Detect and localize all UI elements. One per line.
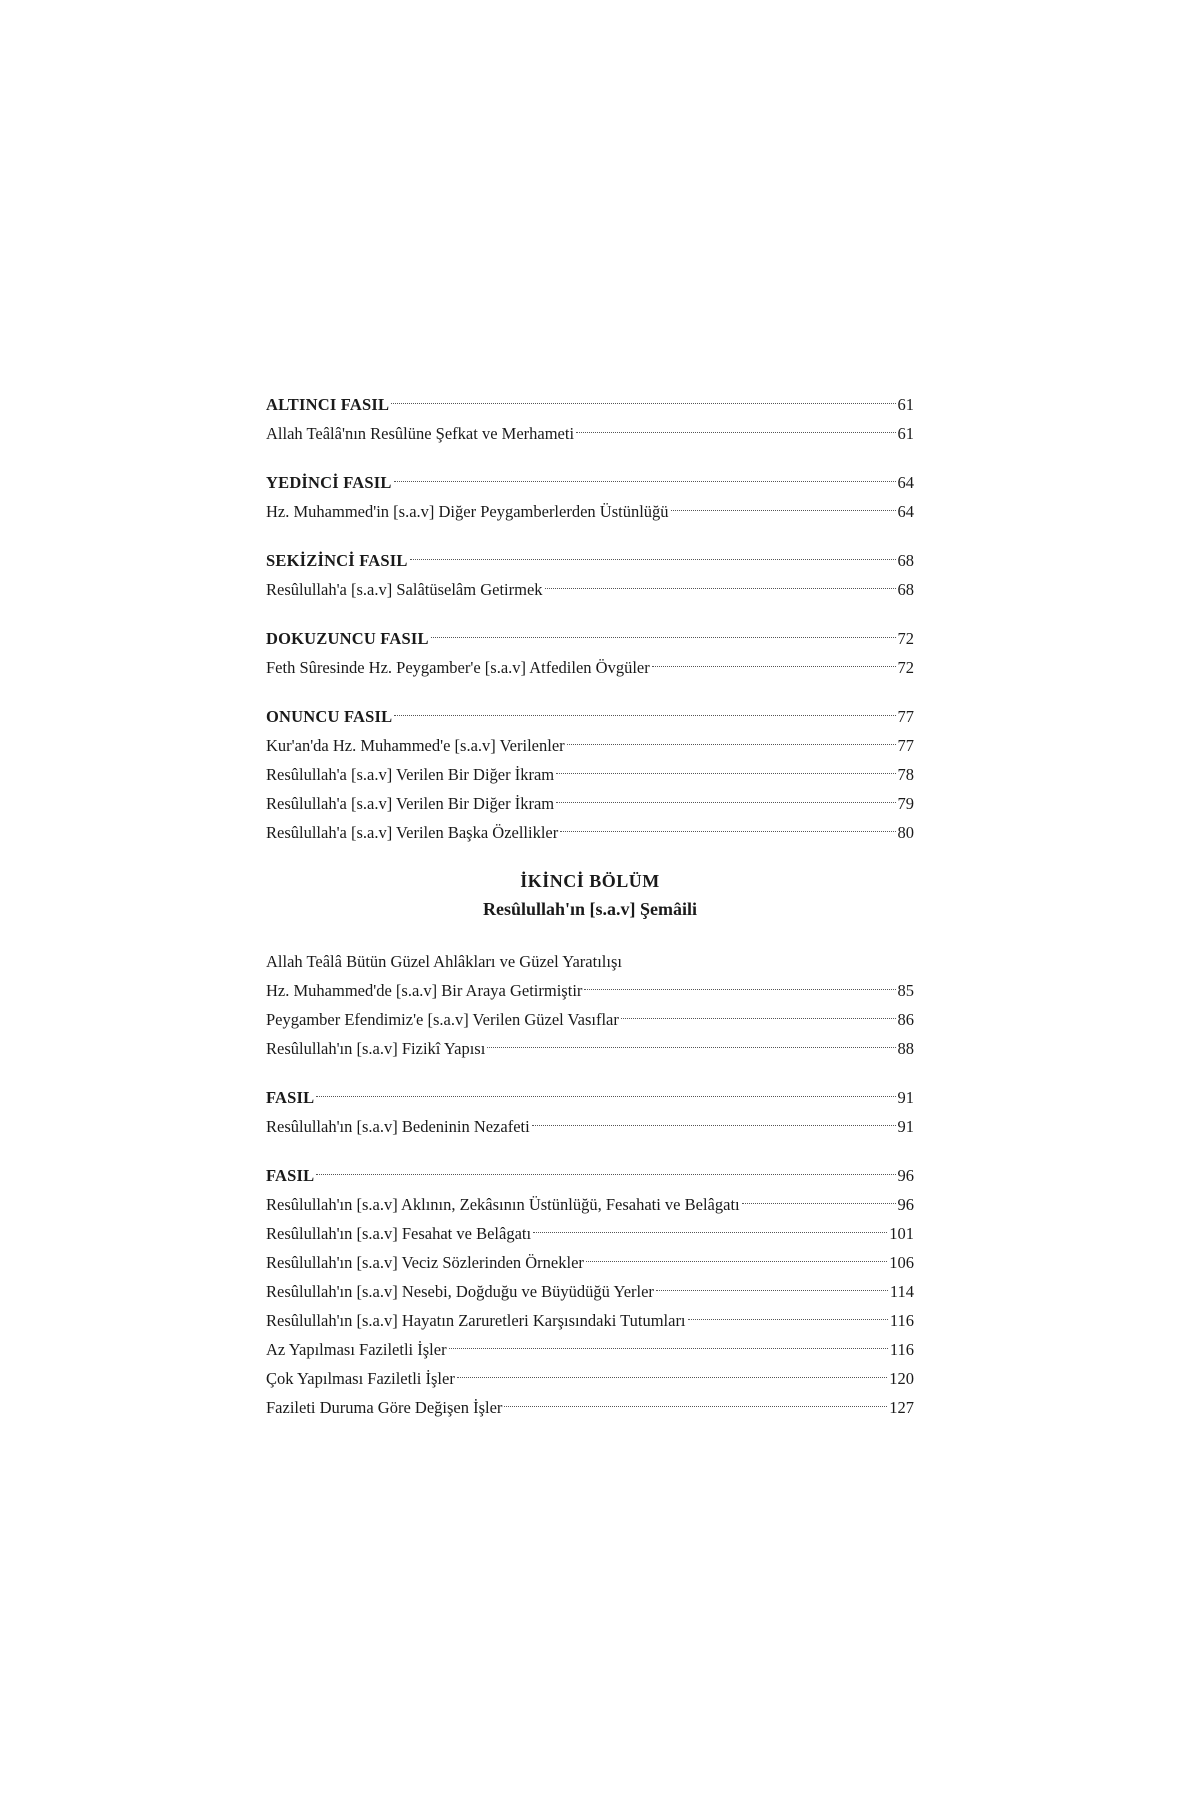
toc-entry[interactable] <box>266 1364 914 1393</box>
toc-entry-title: Allah Teâlâ Bütün Güzel Ahlâkları ve Güzel Yaratılışı <box>266 952 622 971</box>
toc-page-number: 116 <box>889 1311 914 1330</box>
dot-leader <box>316 1174 895 1175</box>
toc-chapter-heading[interactable] <box>266 1083 914 1112</box>
toc-entry[interactable] <box>266 575 914 604</box>
dot-leader <box>652 666 896 667</box>
toc-page-number: 77 <box>897 736 914 755</box>
dot-leader <box>545 588 896 589</box>
toc-entry-title: Resûlullah'a [s.a.v] Verilen Bir Diğer İkram <box>266 794 555 813</box>
dot-leader <box>394 715 895 716</box>
toc-entry-title: Hz. Muhammed'de [s.a.v] Bir Araya Getirmiştir <box>266 981 583 1000</box>
toc-page-number: 91 <box>897 1088 914 1107</box>
toc-entry-title: SEKİZİNCİ FASIL <box>266 551 408 570</box>
toc-page-number: 120 <box>889 1369 914 1388</box>
toc-page-number: 72 <box>897 658 914 677</box>
toc-entry[interactable] <box>266 760 914 789</box>
toc-entry[interactable] <box>266 1335 914 1364</box>
dot-leader <box>576 432 895 433</box>
toc-entry-title: Resûlullah'a [s.a.v] Verilen Başka Özellikler <box>266 823 559 842</box>
toc-entry[interactable] <box>266 1034 914 1063</box>
dot-leader <box>556 773 895 774</box>
toc-group <box>266 546 914 604</box>
toc-entry-title: Çok Yapılması Faziletli İşler <box>266 1369 455 1388</box>
dot-leader <box>449 1348 888 1349</box>
toc-group <box>266 624 914 682</box>
toc-group <box>266 468 914 526</box>
toc-entry-title: Kur'an'da Hz. Muhammed'e [s.a.v] Verilenler <box>266 736 565 755</box>
toc-page-number: 116 <box>889 1340 914 1359</box>
toc-entry[interactable] <box>266 1005 914 1034</box>
part-heading <box>266 867 914 923</box>
toc-page-number: 77 <box>897 707 914 726</box>
dot-leader <box>742 1203 896 1204</box>
toc-entry-title: Az Yapılması Faziletli İşler <box>266 1340 447 1359</box>
toc-chapter-heading[interactable] <box>266 624 914 653</box>
toc-page-number: 68 <box>897 580 914 599</box>
dot-leader <box>533 1232 887 1233</box>
toc-entry-title: Resûlullah'ın [s.a.v] Hayatın Zaruretleri Karşısındaki Tutumları <box>266 1311 686 1330</box>
toc-entry[interactable] <box>266 1277 914 1306</box>
toc-entry[interactable] <box>266 419 914 448</box>
toc-entry[interactable] <box>266 653 914 682</box>
dot-leader <box>621 1018 896 1019</box>
toc-entry[interactable] <box>266 1112 914 1141</box>
toc-entry-title: Peygamber Efendimiz'e [s.a.v] Verilen Güzel Vasıflar <box>266 1010 619 1029</box>
toc-entry[interactable] <box>266 947 914 976</box>
toc-page-number: 86 <box>897 1010 914 1029</box>
toc-page-number: 106 <box>889 1253 914 1272</box>
dot-leader <box>431 637 896 638</box>
dot-leader <box>394 481 896 482</box>
toc-group <box>266 702 914 847</box>
toc-entry[interactable] <box>266 1393 914 1422</box>
toc-group <box>266 1083 914 1141</box>
toc-group <box>266 390 914 448</box>
toc-entry-title: FASIL <box>266 1166 315 1185</box>
toc-chapter-heading[interactable] <box>266 546 914 575</box>
toc-entry-title: FASIL <box>266 1088 315 1107</box>
toc-entry-title: Feth Sûresinde Hz. Peygamber'e [s.a.v] Atfedilen Övgüler <box>266 658 650 677</box>
dot-leader <box>586 1261 887 1262</box>
toc-entry-title: Allah Teâlâ'nın Resûlüne Şefkat ve Merhameti <box>266 424 575 443</box>
toc-page-number: 68 <box>897 551 914 570</box>
toc-entry-title: ALTINCI FASIL <box>266 395 390 414</box>
toc-group <box>266 947 914 1063</box>
toc-entry-title: Fazileti Duruma Göre Değişen İşler <box>266 1398 503 1417</box>
toc-entry[interactable] <box>266 497 914 526</box>
table-of-contents <box>266 390 914 1442</box>
toc-page-number: 101 <box>889 1224 914 1243</box>
toc-entry[interactable] <box>266 1190 914 1219</box>
dot-leader <box>410 559 896 560</box>
toc-chapter-heading[interactable] <box>266 1161 914 1190</box>
toc-page-number: 64 <box>897 473 914 492</box>
toc-page-number: 91 <box>897 1117 914 1136</box>
dot-leader <box>504 1406 887 1407</box>
dot-leader <box>457 1377 887 1378</box>
toc-page-number: 80 <box>897 823 914 842</box>
toc-entry-title: ONUNCU FASIL <box>266 707 393 726</box>
dot-leader <box>688 1319 888 1320</box>
part-subtitle: Resûlullah'ın [s.a.v] Şemâili <box>482 899 698 919</box>
toc-page-number: 72 <box>897 629 914 648</box>
toc-page-number: 64 <box>897 502 914 521</box>
toc-entry-title: Resûlullah'ın [s.a.v] Veciz Sözlerinden Örnekler <box>266 1253 584 1272</box>
toc-page-number: 88 <box>897 1039 914 1058</box>
toc-entry[interactable] <box>266 818 914 847</box>
toc-page-number: 61 <box>897 395 914 414</box>
toc-entry-title: DOKUZUNCU FASIL <box>266 629 429 648</box>
dot-leader <box>584 989 895 990</box>
toc-entry[interactable] <box>266 1219 914 1248</box>
toc-page-number: 61 <box>897 424 914 443</box>
dot-leader <box>656 1290 888 1291</box>
toc-page-number: 79 <box>897 794 914 813</box>
toc-page-number: 114 <box>889 1282 914 1301</box>
toc-page-number: 96 <box>897 1166 914 1185</box>
toc-page-number: 78 <box>897 765 914 784</box>
toc-page-number: 96 <box>897 1195 914 1214</box>
dot-leader <box>316 1096 895 1097</box>
dot-leader <box>556 802 895 803</box>
part-title: İKİNCİ BÖLÜM <box>520 871 660 891</box>
toc-entry-title: Resûlullah'a [s.a.v] Verilen Bir Diğer İkram <box>266 765 555 784</box>
toc-entry-title: Resûlullah'ın [s.a.v] Fesahat ve Belâgatı <box>266 1224 532 1243</box>
toc-entry[interactable] <box>266 1248 914 1277</box>
dot-leader <box>532 1125 896 1126</box>
toc-entry[interactable] <box>266 731 914 760</box>
toc-page-number: 85 <box>897 981 914 1000</box>
toc-page-number: 127 <box>889 1398 914 1417</box>
toc-chapter-heading[interactable] <box>266 702 914 731</box>
toc-entry-title: Resûlullah'ın [s.a.v] Nesebi, Doğduğu ve Büyüdüğü Yerler <box>266 1282 654 1301</box>
toc-entry[interactable] <box>266 1306 914 1335</box>
dot-leader <box>560 831 895 832</box>
toc-chapter-heading[interactable] <box>266 468 914 497</box>
toc-entry-title: Resûlullah'a [s.a.v] Salâtüselâm Getirmek <box>266 580 543 599</box>
dot-leader <box>487 1047 895 1048</box>
toc-entry-title: Resûlullah'ın [s.a.v] Aklının, Zekâsının Üstünlüğü, Fesahati ve Belâgatı <box>266 1195 740 1214</box>
toc-entry-title: Hz. Muhammed'in [s.a.v] Diğer Peygamberlerden Üstünlüğü <box>266 502 669 521</box>
toc-entry-title: Resûlullah'ın [s.a.v] Bedeninin Nezafeti <box>266 1117 530 1136</box>
toc-entry[interactable] <box>266 976 914 1005</box>
toc-chapter-heading[interactable] <box>266 390 914 419</box>
toc-section-second-part <box>266 947 914 1422</box>
dot-leader <box>671 510 896 511</box>
dot-leader <box>567 744 896 745</box>
dot-leader <box>391 403 895 404</box>
toc-group <box>266 1161 914 1422</box>
toc-entry-title: YEDİNCİ FASIL <box>266 473 392 492</box>
toc-entry-title: Resûlullah'ın [s.a.v] Fizikî Yapısı <box>266 1039 486 1058</box>
toc-section-first-part <box>266 390 914 847</box>
toc-entry[interactable] <box>266 789 914 818</box>
